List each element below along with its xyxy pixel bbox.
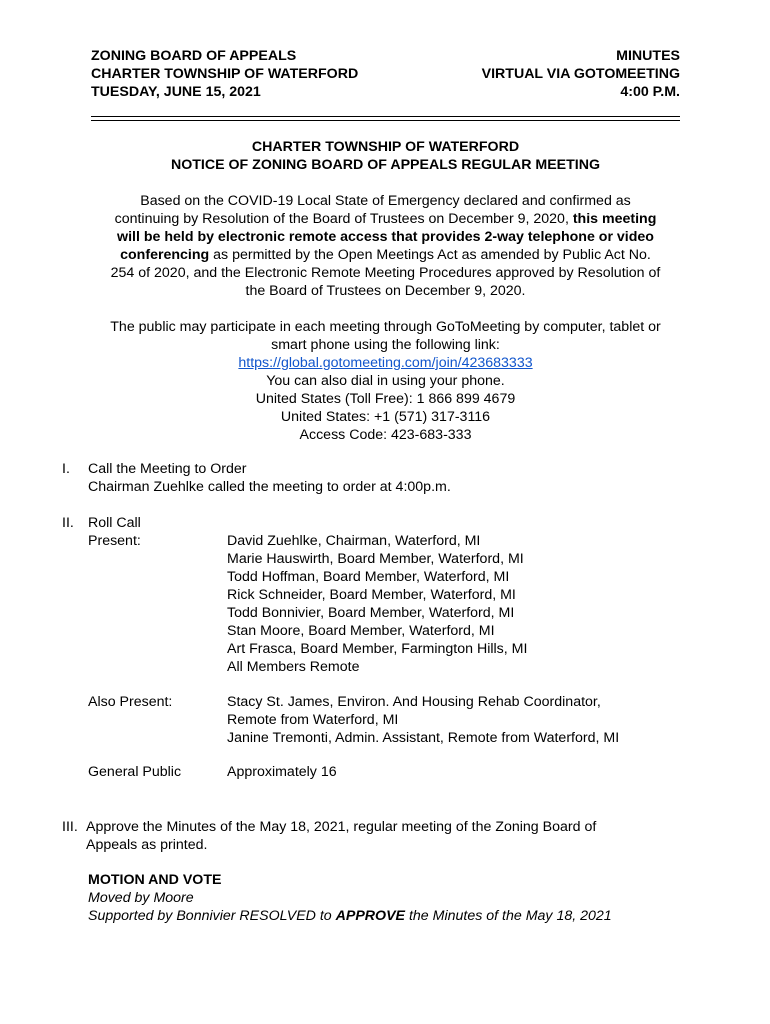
header-board-name: ZONING BOARD OF APPEALS [91, 48, 297, 64]
paragraph-line: the Board of Trustees on December 9, 2020. [245, 283, 526, 299]
header-rule-bottom [91, 120, 680, 121]
access-code: Access Code: 423-683-333 [299, 427, 472, 443]
list-item: Stacy St. James, Environ. And Housing Rehab Coordinator, [227, 694, 601, 710]
section-body [88, 460, 451, 496]
italic-run: the Minutes of the May 18, 2021 [405, 908, 612, 924]
header-rule-top [91, 116, 680, 117]
section-body [86, 818, 596, 854]
paragraph-line [91, 246, 680, 264]
list-item: Janine Tremonti, Admin. Assistant, Remote from Waterford, MI [227, 730, 620, 746]
roster-label: Present: [88, 533, 141, 549]
list-item: Rick Schneider, Board Member, Waterford, MI [227, 587, 516, 603]
section-number: II. [62, 515, 74, 531]
public-participation-paragraph [91, 318, 680, 444]
list-item: All Members Remote [227, 659, 360, 675]
roster-value: Approximately 16 [227, 764, 337, 780]
text-run: continuing by Resolution of the Board of Trustees on December 9, 2020, [114, 211, 573, 227]
motion-supported-by [88, 907, 612, 925]
list-item: Remote from Waterford, MI [227, 712, 399, 728]
motion-and-vote [88, 871, 612, 925]
italic-run: Supported by Bonnivier RESOLVED to [88, 908, 336, 924]
text-run: as permitted by the Open Meetings Act as amended by Public Act No. [209, 247, 651, 263]
paragraph-line [91, 228, 680, 246]
motion-heading: MOTION AND VOTE [88, 872, 222, 888]
roster-label: Also Present: [88, 694, 173, 710]
list-item: David Zuehlke, Chairman, Waterford, MI [227, 533, 481, 549]
list-item: Todd Hoffman, Board Member, Waterford, MI [227, 569, 510, 585]
gotomeeting-link[interactable]: https://global.gotomeeting.com/join/423683333 [238, 355, 533, 371]
section-title: Roll Call [88, 515, 141, 531]
header-meeting-mode: VIRTUAL VIA GOTOMEETING [481, 66, 680, 82]
paragraph-line: smart phone using the following link: [271, 337, 500, 353]
section-number: III. [62, 819, 78, 835]
notice-title [91, 138, 680, 174]
header-meeting-time: 4:00 P.M. [620, 84, 680, 100]
header-township-name: CHARTER TOWNSHIP OF WATERFORD [91, 66, 359, 82]
paragraph-line: The public may participate in each meeting through GoToMeeting by computer, tablet or [110, 319, 661, 335]
notice-title-line1: CHARTER TOWNSHIP OF WATERFORD [251, 139, 520, 155]
header-right [482, 47, 680, 101]
paragraph-line: You can also dial in using your phone. [266, 373, 505, 389]
list-item: Todd Bonnivier, Board Member, Waterford, MI [227, 605, 515, 621]
header-left [91, 47, 358, 101]
list-item: Art Frasca, Board Member, Farmington Hills, MI [227, 641, 528, 657]
paragraph-line [91, 354, 680, 372]
roster-values [227, 532, 527, 676]
paragraph-line [91, 210, 680, 228]
section-title: Call the Meeting to Order [88, 461, 247, 477]
list-item: Stan Moore, Board Member, Waterford, MI [227, 623, 495, 639]
roster-values [227, 693, 619, 747]
motion-moved-by: Moved by Moore [88, 890, 194, 906]
bold-run: conferencing [120, 247, 210, 263]
section-number: I. [62, 461, 70, 477]
list-item: Marie Hauswirth, Board Member, Waterford, MI [227, 551, 524, 567]
notice-title-line2: NOTICE OF ZONING BOARD OF APPEALS REGULAR MEETING [170, 157, 601, 173]
bold-run: this meeting [572, 211, 657, 227]
covid-notice-paragraph [91, 192, 680, 300]
section-text: Chairman Zuehlke called the meeting to order at 4:00p.m. [88, 479, 451, 495]
paragraph-line: Based on the COVID-19 Local State of Emergency declared and confirmed as [140, 193, 631, 209]
roster-label: General Public [88, 764, 182, 780]
section-text-line1: Approve the Minutes of the May 18, 2021, regular meeting of the Zoning Board of [86, 819, 597, 835]
toll-free-number: United States (Toll Free): 1 866 899 4679 [255, 391, 516, 407]
bold-run: will be held by electronic remote access that provides 2-way telephone or video [117, 229, 654, 245]
section-text-line2: Appeals as printed. [86, 837, 208, 853]
approve-emphasis: APPROVE [335, 908, 406, 924]
header-doc-type: MINUTES [616, 48, 680, 64]
paragraph-line: 254 of 2020, and the Electronic Remote Meeting Procedures approved by Resolution of [110, 265, 661, 281]
phone-number: United States: +1 (571) 317-3116 [280, 409, 491, 425]
header-meeting-date: TUESDAY, JUNE 15, 2021 [91, 84, 261, 100]
